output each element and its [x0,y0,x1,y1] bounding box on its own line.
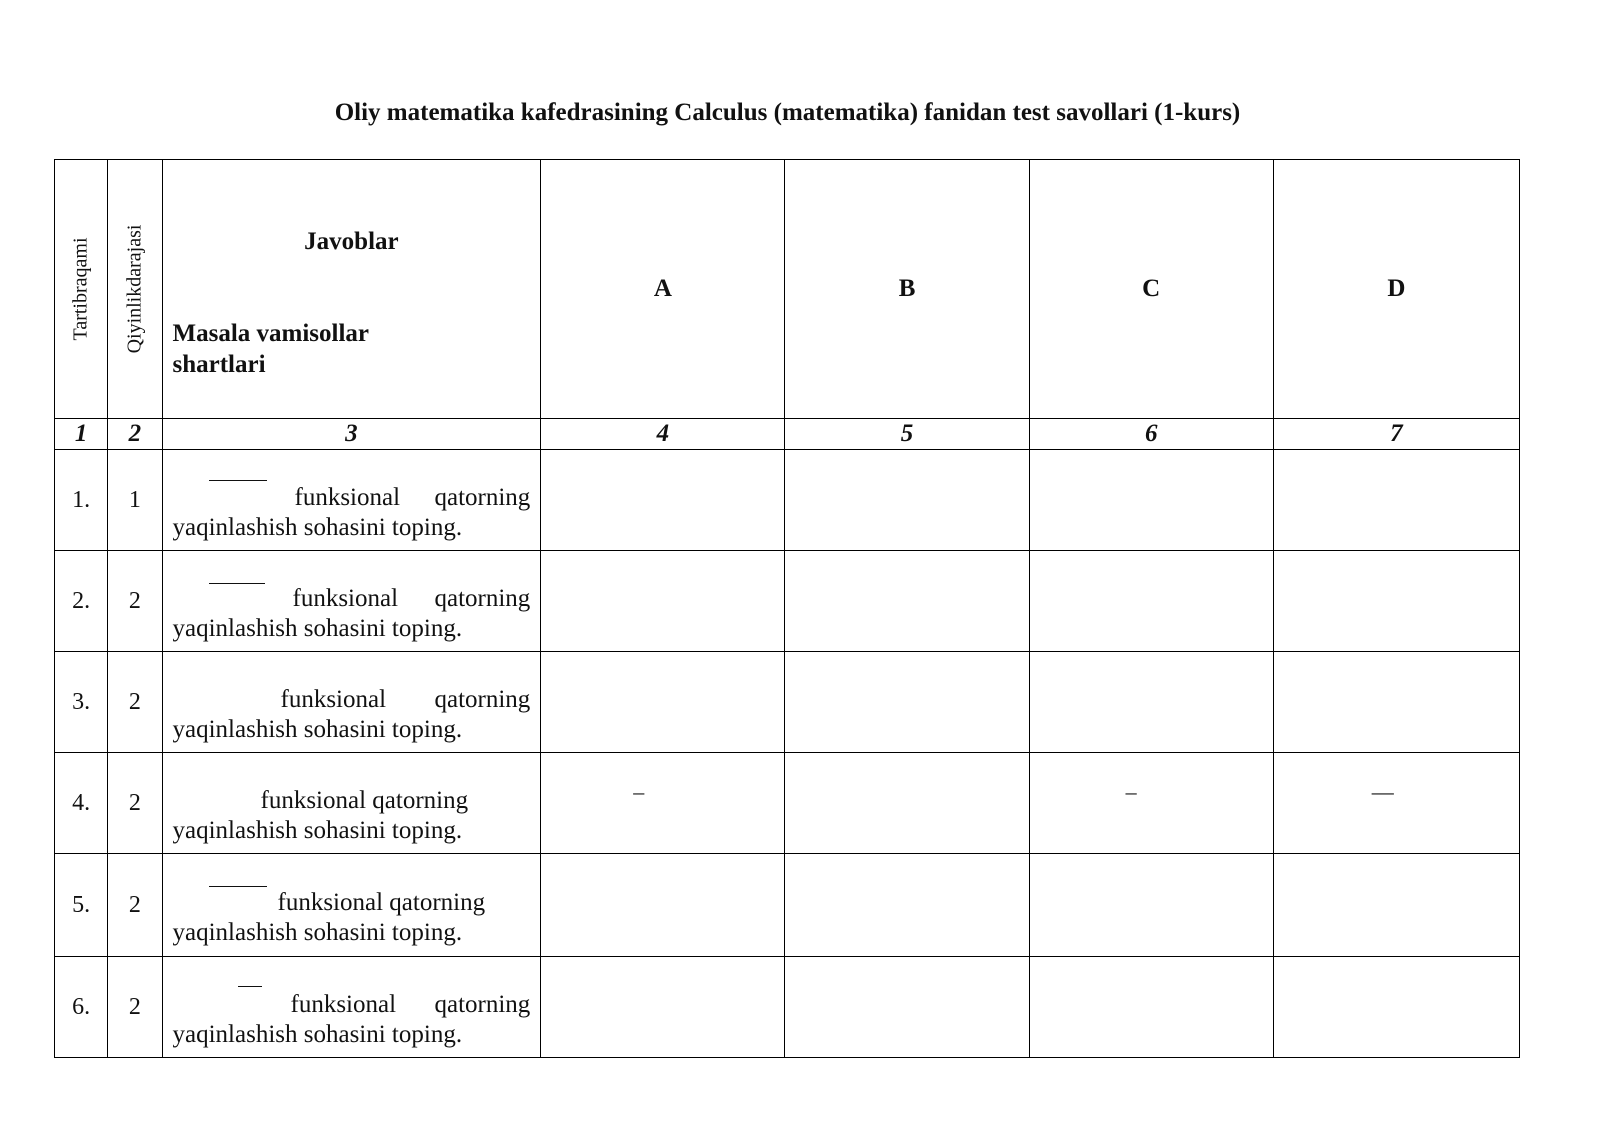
option-c-cell [1029,854,1273,957]
question-text: yaqinlashish sohasini toping. [172,817,463,844]
question-text: yaqinlashish sohasini toping. [172,1021,463,1048]
option-b-cell [785,652,1029,753]
header-difficulty-label: Qiyinlikdarajasi [123,224,146,354]
row-difficulty: 1 [108,450,162,551]
page-title: Oliy matematika kafedrasining Calculus (matematika) fanidan test savollari (1-kurs) [334,99,1241,126]
question-cell [162,957,541,1058]
option-c-mark: – [1125,779,1137,804]
option-d-cell [1273,551,1519,652]
fraction-bar [209,886,267,887]
question-text: yaqinlashish sohasini toping. [172,514,463,541]
option-b-cell [785,753,1029,854]
row-difficulty: 2 [108,957,162,1058]
row-index: 5. [55,854,108,957]
question-cell [162,652,541,753]
row-index: 3. [55,652,108,753]
header-question [162,160,541,419]
option-b-cell [785,854,1029,957]
question-word: funksional [290,991,397,1018]
table-row [55,652,1520,753]
row-index: 6. [55,957,108,1058]
question-word: qatorning [434,686,531,713]
option-d-mark: — [1371,779,1394,804]
column-number: 1 [55,419,108,450]
option-d-cell [1273,652,1519,753]
question-cell [162,854,541,957]
question-text: yaqinlashish sohasini toping. [172,615,463,642]
option-b-cell [785,957,1029,1058]
option-a-cell [541,652,785,753]
test-questions-table [54,159,1520,1058]
header-order-number-label: Tartibraqami [69,237,92,341]
question-word: qatorning [434,484,531,511]
header-problems-label: Masala vamisollar shartlari [172,320,369,378]
option-d-cell [1273,854,1519,957]
question-cell [162,551,541,652]
option-a-mark: – [633,779,645,804]
option-a-cell [541,854,785,957]
row-index: 2. [55,551,108,652]
column-number: 4 [541,419,785,450]
option-b-cell [785,551,1029,652]
question-cell [162,450,541,551]
header-answers-label: Javoblar [304,228,399,255]
fraction-bar [209,480,267,481]
question-word: qatorning [434,991,531,1018]
fraction-bar [209,583,265,584]
option-d-cell [1273,450,1519,551]
option-c-cell [1029,753,1273,854]
option-b-cell [785,450,1029,551]
header-option-a: A [541,160,785,419]
table-row [55,854,1520,957]
row-difficulty: 2 [108,551,162,652]
column-number: 5 [785,419,1029,450]
header-difficulty [108,160,162,419]
option-a-cell [541,957,785,1058]
option-c-cell [1029,957,1273,1058]
column-number: 3 [162,419,541,450]
question-word: funksional qatorning [260,787,469,814]
question-word: qatorning [434,585,531,612]
header-option-d: D [1273,160,1519,419]
option-d-cell [1273,753,1519,854]
fraction-bar [238,986,262,987]
header-order-number [55,160,108,419]
column-number: 2 [108,419,162,450]
option-a-cell [541,753,785,854]
column-number: 6 [1029,419,1273,450]
option-c-cell [1029,551,1273,652]
question-cell [162,753,541,854]
question-word: funksional [280,686,387,713]
row-difficulty: 2 [108,652,162,753]
option-c-cell [1029,450,1273,551]
question-word: funksional qatorning [277,889,486,916]
row-index: 1. [55,450,108,551]
question-word: funksional [294,484,401,511]
option-a-cell [541,450,785,551]
row-index: 4. [55,753,108,854]
table-row [55,957,1520,1058]
table-row [55,753,1520,854]
question-text: yaqinlashish sohasini toping. [172,919,463,946]
question-word: funksional [292,585,399,612]
table-row [55,450,1520,551]
header-option-c: C [1029,160,1273,419]
column-number: 7 [1273,419,1519,450]
header-row [55,160,1520,419]
option-d-cell [1273,957,1519,1058]
question-text: yaqinlashish sohasini toping. [172,716,463,743]
option-a-cell [541,551,785,652]
table-row [55,551,1520,652]
header-option-b: B [785,160,1029,419]
row-difficulty: 2 [108,753,162,854]
column-number-row [55,419,1520,450]
option-c-cell [1029,652,1273,753]
row-difficulty: 2 [108,854,162,957]
